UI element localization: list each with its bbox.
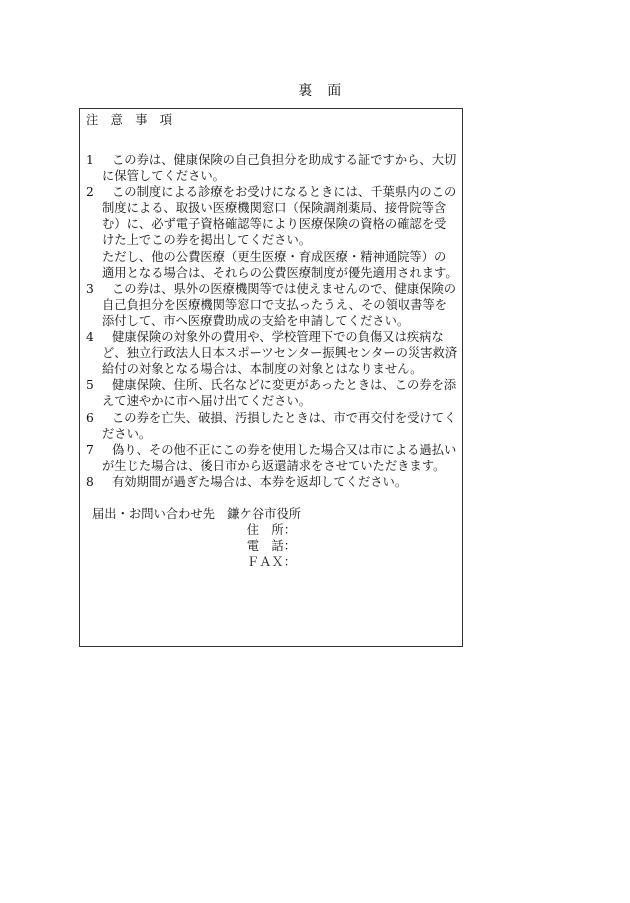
- item-text: [102, 474, 458, 490]
- item-line: 偽り、その他不正にこの券を使用した場合又は市による過払いが生じた場合は、後日市から返還請求をさせていただきます。: [102, 442, 457, 473]
- item-text: [102, 184, 458, 281]
- contact-heading: 届出・お問い合わせ先 鎌ケ谷市役所: [92, 506, 302, 521]
- item-line: この券は、県外の医療機関等では使えませんので、健康保険の自己負担分を医療機関等窓口で支払ったうえ、その領収書等を添付して、市へ医療費助成の支給を申請してください。: [102, 281, 457, 328]
- notice-item-5: [86, 377, 458, 409]
- item-text: [102, 377, 458, 409]
- item-line: この券は、健康保険の自己負担分を助成する証ですから、大切に保管してください。: [102, 153, 457, 184]
- notice-title: 注 意 事 項: [86, 113, 173, 127]
- item-number: 8: [86, 474, 94, 489]
- phone-label: 電 話：: [246, 539, 296, 554]
- item-number: 6: [86, 410, 94, 425]
- item-text: [102, 410, 458, 442]
- item-line: 健康保険の対象外の費用や、学校管理下での負傷又は疾病など、独立行政法人日本スポーツセンター振興センターの災害救済給付の対象となる場合は、本制度の対象とはなりません。: [102, 330, 458, 377]
- contact-section: [86, 506, 458, 570]
- item-line-proviso: ただし、他の公費医療（更生医療・育成医療・精神通院等）の適用となる場合は、それらの公費医療制度が優先適用されます。: [102, 249, 458, 280]
- contact-phone-row: [92, 538, 458, 554]
- item-text: [102, 442, 458, 474]
- notice-item-6: [86, 410, 458, 442]
- page-heading: 裏 面: [298, 83, 342, 99]
- item-number: 1: [86, 153, 94, 167]
- spacer: [86, 128, 458, 152]
- fax-label: ＦＡＸ：: [246, 555, 296, 570]
- notice-item-7: [86, 442, 458, 474]
- item-line: 有効期間が過ぎた場合は、本券を返却してください。: [112, 474, 408, 489]
- notice-box: [79, 108, 463, 647]
- notice-item-3: [86, 281, 458, 329]
- item-line: 健康保険、住所、氏名などに変更があったときは、この券を添えて速やかに市へ届け出てください。: [102, 378, 457, 409]
- item-number: 3: [86, 281, 94, 296]
- item-line: この券を亡失、破損、汚損したときは、市で再交付を受けてください。: [102, 410, 457, 441]
- item-number: 4: [86, 330, 94, 345]
- contact-fax-row: [92, 554, 458, 570]
- notice-item-1: [86, 152, 458, 184]
- item-text: [102, 281, 458, 329]
- notice-item-8: [86, 474, 458, 490]
- notice-item-2: [86, 184, 458, 281]
- item-line: この制度による診療をお受けになるときには、千葉県内のこの制度による、取扱い医療機関窓口（保険調剤薬局、接骨院等含む）に、必ず電子資格確認等により医療保険の資格の確認を受けた上でこの券を掲出してください。: [102, 185, 457, 248]
- notice-item-4: [86, 329, 458, 377]
- contact-address-row: [92, 522, 458, 538]
- item-number: 5: [86, 378, 94, 393]
- item-number: 2: [86, 185, 94, 200]
- item-text: [102, 329, 458, 377]
- item-text: [102, 152, 458, 184]
- item-number: 7: [86, 442, 94, 457]
- address-label: 住 所：: [246, 523, 296, 538]
